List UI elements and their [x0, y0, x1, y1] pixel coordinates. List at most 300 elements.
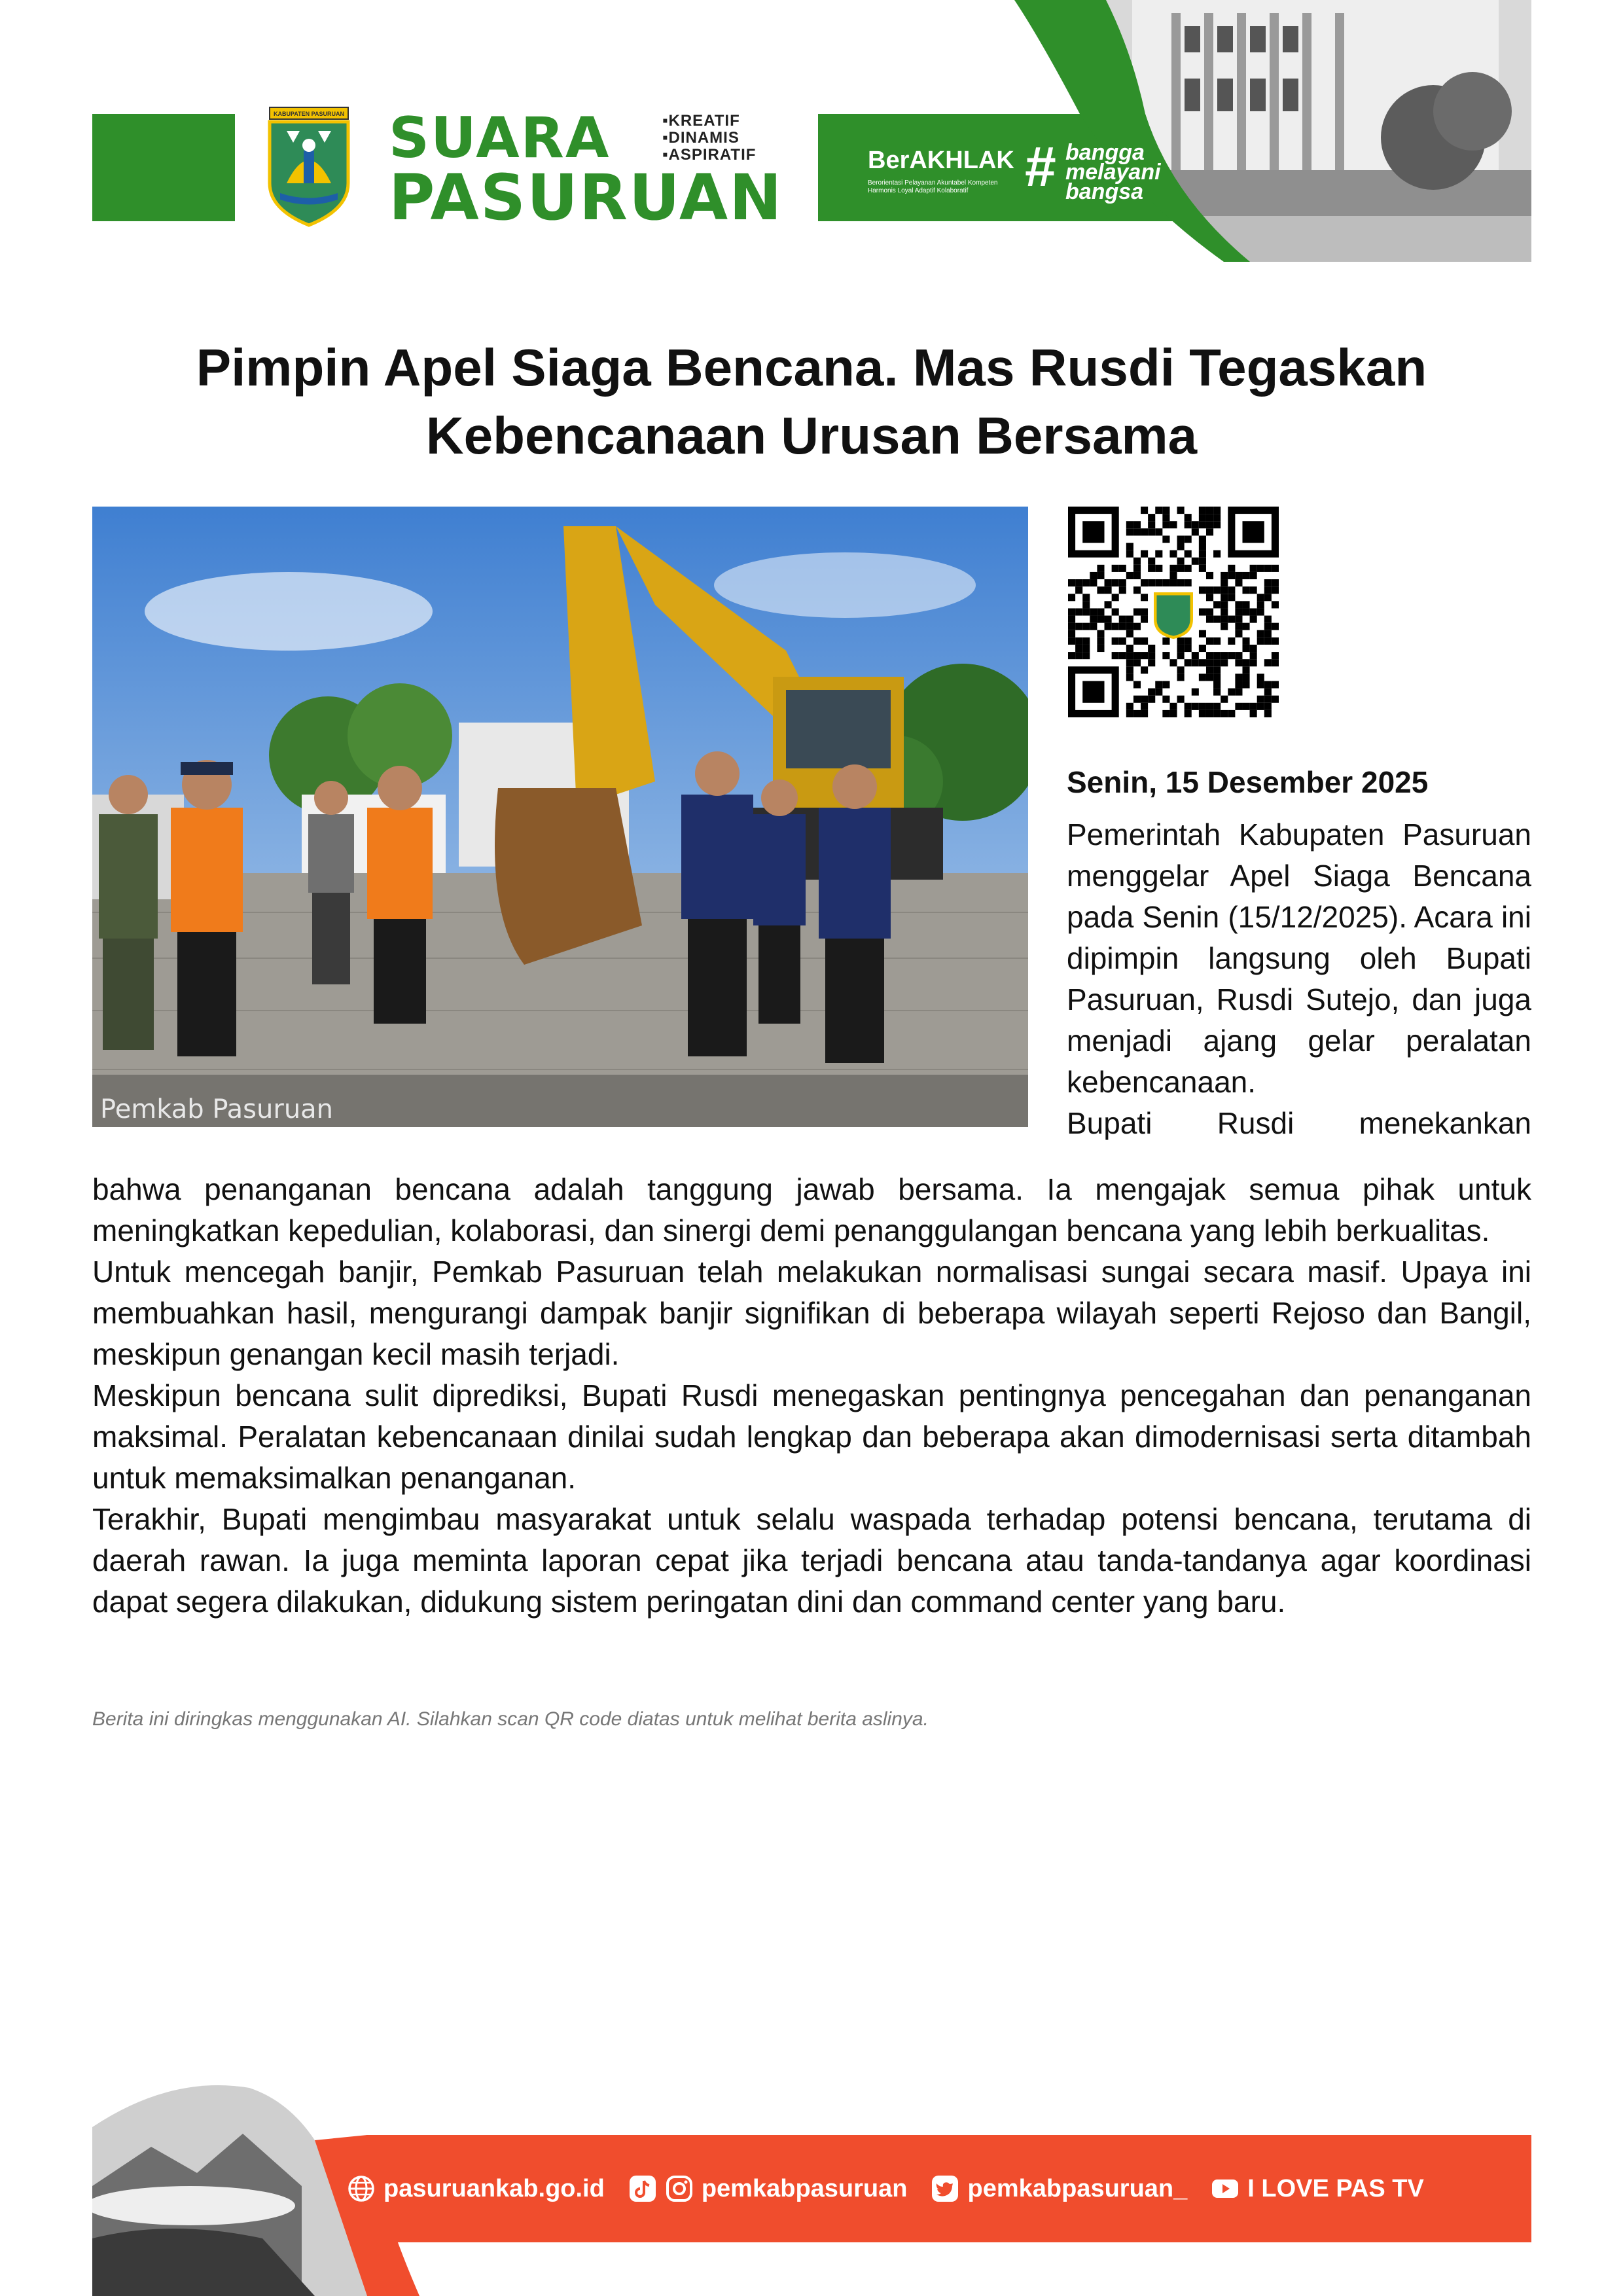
qr-module — [1213, 521, 1221, 528]
qr-module — [1082, 601, 1090, 608]
qr-module — [1235, 659, 1242, 666]
qr-module — [1257, 681, 1264, 688]
qr-module — [1257, 637, 1264, 645]
qr-module — [1126, 645, 1133, 652]
qr-module — [1148, 521, 1155, 528]
qr-module — [1264, 579, 1272, 586]
qr-module — [1199, 521, 1206, 528]
header-building-photo — [1001, 0, 1531, 262]
qr-module — [1250, 710, 1257, 717]
berakhlak-logo: BerAKHLAK — [868, 147, 1014, 174]
qr-module — [1177, 673, 1185, 681]
qr-module — [1169, 550, 1177, 558]
qr-module — [1141, 528, 1148, 535]
qr-module — [1141, 507, 1148, 514]
brand-line-2: PASURUAN — [389, 161, 783, 234]
qr-module — [1177, 565, 1185, 572]
qr-module — [1090, 572, 1097, 579]
qr-module — [1162, 652, 1169, 659]
qr-module — [1235, 608, 1242, 615]
qr-module — [1133, 558, 1141, 565]
qr-module — [1228, 652, 1235, 659]
qr-module — [1242, 645, 1249, 652]
qr-module — [1162, 521, 1169, 528]
qr-module — [1119, 616, 1126, 623]
qr-module — [1199, 558, 1206, 565]
qr-module — [1272, 586, 1279, 594]
qr-module — [1133, 681, 1141, 688]
qr-module — [1257, 608, 1264, 615]
qr-module — [1199, 659, 1206, 666]
website-label: pasuruankab.go.id — [383, 2174, 605, 2202]
qr-module — [1235, 703, 1242, 710]
qr-module — [1272, 565, 1279, 572]
pasuruan-crest-logo — [260, 105, 357, 229]
qr-module — [1119, 565, 1126, 572]
qr-module — [1250, 659, 1257, 666]
bangga-word: bangsa — [1065, 179, 1144, 204]
brand-line-1: SUARA — [389, 105, 611, 171]
qr-module — [1133, 659, 1141, 666]
qr-module — [1126, 572, 1133, 579]
qr-module — [1141, 579, 1148, 586]
qr-module — [1082, 594, 1090, 601]
qr-module — [1185, 710, 1192, 717]
qr-module — [1126, 550, 1133, 558]
qr-module — [1242, 637, 1249, 645]
qr-module — [1206, 659, 1213, 666]
youtube-link[interactable] — [1211, 2174, 1424, 2203]
qr-module — [1185, 535, 1192, 543]
qr-module — [1199, 535, 1206, 543]
qr-module — [1206, 507, 1213, 514]
qr-module — [1206, 572, 1213, 579]
qr-module — [1169, 579, 1177, 586]
qr-module — [1199, 630, 1206, 637]
qr-module — [1075, 608, 1082, 615]
qr-module — [1082, 637, 1090, 645]
qr-module — [1148, 528, 1155, 535]
qr-module — [1199, 673, 1206, 681]
qr-module — [1199, 710, 1206, 717]
qr-module — [1185, 521, 1192, 528]
qr-module — [1250, 645, 1257, 652]
qr-module — [1133, 521, 1141, 528]
tagline-item: ▪ASPIRATIF — [662, 146, 757, 164]
qr-module — [1177, 637, 1185, 645]
qr-module — [1199, 507, 1206, 514]
qr-module — [1264, 710, 1272, 717]
qr-module — [1082, 652, 1090, 659]
qr-module — [1177, 535, 1185, 543]
qr-module — [1242, 572, 1249, 579]
qr-module — [1105, 579, 1112, 586]
qr-module — [1090, 608, 1097, 615]
qr-module — [1126, 543, 1133, 550]
qr-module — [1148, 565, 1155, 572]
qr-module — [1235, 623, 1242, 630]
qr-module — [1213, 550, 1221, 558]
qr-module — [1228, 616, 1235, 623]
qr-module — [1242, 703, 1249, 710]
tagline-item: ▪DINAMIS — [662, 129, 740, 147]
qr-module — [1185, 637, 1192, 645]
qr-module — [1213, 689, 1221, 696]
qr-module — [1221, 586, 1228, 594]
header-left-accent-bar — [92, 114, 235, 221]
qr-module — [1148, 689, 1155, 696]
qr-module — [1235, 601, 1242, 608]
qr-module — [1264, 659, 1272, 666]
qr-module — [1133, 565, 1141, 572]
qr-module — [1126, 528, 1133, 535]
qr-module — [1192, 521, 1199, 528]
qr-module — [1242, 608, 1249, 615]
qr-module — [1235, 652, 1242, 659]
qr-module — [1068, 608, 1075, 615]
qr-module — [1177, 507, 1185, 514]
qr-module — [1141, 666, 1148, 673]
qr-module — [1250, 608, 1257, 615]
qr-module — [1126, 616, 1133, 623]
qr-module — [1272, 659, 1279, 666]
qr-module — [1097, 616, 1104, 623]
qr-module — [1155, 528, 1162, 535]
qr-module — [1272, 696, 1279, 703]
qr-module — [1264, 630, 1272, 637]
qr-module — [1257, 630, 1264, 637]
qr-module — [1242, 586, 1249, 594]
qr-module — [1199, 565, 1206, 572]
qr-module — [1235, 572, 1242, 579]
qr-module — [1221, 579, 1228, 586]
qr-module — [1097, 630, 1104, 637]
qr-module — [1082, 579, 1090, 586]
qr-module — [1148, 659, 1155, 666]
qr-module — [1119, 586, 1126, 594]
qr-module — [1206, 521, 1213, 528]
qr-module — [1177, 579, 1185, 586]
qr-module — [1235, 579, 1242, 586]
qr-module — [1185, 565, 1192, 572]
qr-module — [1272, 681, 1279, 688]
qr-module — [1155, 507, 1162, 514]
twitter-icon — [931, 2174, 959, 2203]
qr-module — [1242, 681, 1249, 688]
tiktok-instagram-label: pemkabpasuruan — [701, 2174, 908, 2202]
paragraph-2-start: Bupati Rusdi menekankan — [1067, 1106, 1531, 1140]
qr-module — [1250, 616, 1257, 623]
qr-module — [1221, 623, 1228, 630]
qr-module — [1272, 623, 1279, 630]
qr-module — [1068, 616, 1075, 623]
qr-module — [1068, 579, 1075, 586]
qr-module — [1206, 608, 1213, 615]
qr-module — [1206, 666, 1213, 673]
qr-module — [1162, 507, 1169, 514]
website-link[interactable] — [347, 2174, 605, 2203]
qr-module — [1264, 623, 1272, 630]
qr-module — [1155, 579, 1162, 586]
qr-module — [1162, 681, 1169, 688]
qr-module — [1148, 652, 1155, 659]
qr-module — [1177, 543, 1185, 550]
qr-module — [1221, 572, 1228, 579]
qr-module — [1141, 710, 1148, 717]
qr-module — [1185, 550, 1192, 558]
qr-module — [1155, 550, 1162, 558]
qr-module — [1082, 608, 1090, 615]
qr-module — [1162, 579, 1169, 586]
qr-module — [1133, 623, 1141, 630]
qr-module — [1206, 586, 1213, 594]
paragraph-3: Untuk mencegah banjir, Pemkab Pasuruan telah melakukan normalisasi sungai secara masif. Upaya ini membuahkan hasil, mengurangi dampak banjir signifikan di beberapa wilayah seperti Rejoso dan Bangil, meskipun genangan kecil masih terjadi. — [92, 1255, 1531, 1371]
qr-module — [1119, 623, 1126, 630]
twitter-label: pemkabpasuruan_ — [967, 2174, 1188, 2202]
qr-module — [1213, 673, 1221, 681]
qr-module — [1257, 594, 1264, 601]
qr-module — [1206, 514, 1213, 521]
instagram-icon — [665, 2174, 694, 2203]
qr-module — [1126, 703, 1133, 710]
article-photo — [92, 507, 1028, 1127]
qr-module — [1213, 637, 1221, 645]
qr-module — [1162, 535, 1169, 543]
qr-module — [1082, 645, 1090, 652]
qr-module — [1228, 586, 1235, 594]
qr-module — [1162, 637, 1169, 645]
qr-module — [1097, 586, 1104, 594]
paragraph-4: Meskipun bencana sulit diprediksi, Bupati Rusdi menegaskan pentingnya pencegahan dan penanganan maksimal. Peralatan kebencanaan dinilai sudah lengkap dan beberapa akan dimodernisasi serta ditambah untuk memaksimalkan penanganan. — [92, 1378, 1531, 1495]
qr-module — [1257, 673, 1264, 681]
qr-module — [1250, 572, 1257, 579]
qr-module — [1133, 608, 1141, 615]
qr-module — [1206, 703, 1213, 710]
qr-module — [1162, 696, 1169, 703]
qr-module — [1257, 601, 1264, 608]
qr-module — [1112, 594, 1119, 601]
qr-module — [1250, 652, 1257, 659]
youtube-icon — [1211, 2174, 1240, 2203]
qr-module — [1177, 652, 1185, 659]
qr-module — [1235, 681, 1242, 688]
qr-module — [1126, 659, 1133, 666]
qr-module — [1155, 689, 1162, 696]
qr-module — [1141, 616, 1148, 623]
qr-module — [1148, 645, 1155, 652]
qr-module — [1213, 681, 1221, 688]
qr-module — [1112, 565, 1119, 572]
qr-module — [1169, 659, 1177, 666]
qr-module — [1133, 586, 1141, 594]
qr-module — [1206, 673, 1213, 681]
qr-module — [1126, 630, 1133, 637]
qr-module — [1235, 689, 1242, 696]
qr-module — [1090, 623, 1097, 630]
qr-module — [1192, 652, 1199, 659]
qr-module — [1185, 514, 1192, 521]
qr-module — [1206, 616, 1213, 623]
qr-module — [1228, 594, 1235, 601]
qr-module — [1148, 558, 1155, 565]
qr-module — [1250, 586, 1257, 594]
qr-module — [1105, 586, 1112, 594]
qr-module — [1177, 558, 1185, 565]
qr-module — [1141, 608, 1148, 615]
qr-module — [1185, 645, 1192, 652]
qr-module — [1221, 601, 1228, 608]
qr-module — [1169, 565, 1177, 572]
qr-module — [1199, 645, 1206, 652]
qr-module — [1097, 565, 1104, 572]
qr-module — [1228, 710, 1235, 717]
qr-module — [1075, 637, 1082, 645]
qr-module — [1162, 710, 1169, 717]
qr-module — [1257, 565, 1264, 572]
article-date: Senin, 15 Desember 2025 — [1067, 765, 1429, 799]
qr-module — [1264, 586, 1272, 594]
qr-module — [1141, 594, 1148, 601]
tiktok-instagram-link[interactable] — [628, 2174, 908, 2203]
qr-module — [1162, 514, 1169, 521]
qr-module — [1221, 594, 1228, 601]
hashtag-icon: # — [1025, 135, 1056, 198]
qr-module — [1235, 616, 1242, 623]
ai-disclaimer: Berita ini diringkas menggunakan AI. Silahkan scan QR code diatas untuk melihat berita aslinya. — [92, 1708, 929, 1730]
twitter-link[interactable] — [931, 2174, 1187, 2203]
qr-module — [1097, 645, 1104, 652]
qr-module — [1148, 579, 1155, 586]
qr-module — [1148, 514, 1155, 521]
qr-module — [1221, 652, 1228, 659]
tiktok-icon — [628, 2174, 657, 2203]
globe-icon — [347, 2174, 376, 2203]
qr-module — [1192, 659, 1199, 666]
tagline-item: ▪KREATIF — [662, 112, 740, 130]
qr-module — [1242, 601, 1249, 608]
footer-social-links — [347, 2135, 1424, 2242]
qr-module — [1242, 673, 1249, 681]
qr-module — [1235, 673, 1242, 681]
qr-module — [1228, 565, 1235, 572]
qr-module — [1213, 514, 1221, 521]
qr-module — [1213, 659, 1221, 666]
qr-module — [1185, 703, 1192, 710]
qr-module — [1075, 623, 1082, 630]
qr-module — [1264, 681, 1272, 688]
qr-module — [1242, 666, 1249, 673]
qr-module — [1169, 710, 1177, 717]
qr-module — [1082, 623, 1090, 630]
qr-module — [1264, 696, 1272, 703]
crest-caption: KABUPATEN PASURUAN — [274, 111, 344, 117]
qr-module — [1199, 586, 1206, 594]
qr-module — [1213, 616, 1221, 623]
qr-module — [1213, 601, 1221, 608]
qr-module — [1213, 586, 1221, 594]
qr-module — [1141, 550, 1148, 558]
qr-module — [1206, 528, 1213, 535]
qr-module — [1177, 666, 1185, 673]
qr-module — [1133, 710, 1141, 717]
qr-module — [1090, 616, 1097, 623]
qr-module — [1242, 623, 1249, 630]
qr-module — [1206, 710, 1213, 717]
qr-module — [1133, 652, 1141, 659]
qr-module — [1228, 637, 1235, 645]
photo-credit: Pemkab Pasuruan — [100, 1094, 334, 1124]
qr-module — [1177, 696, 1185, 703]
qr-module — [1105, 623, 1112, 630]
qr-module — [1272, 652, 1279, 659]
qr-module — [1105, 601, 1112, 608]
qr-module — [1221, 608, 1228, 615]
qr-module — [1257, 696, 1264, 703]
qr-module — [1126, 652, 1133, 659]
qr-module — [1068, 623, 1075, 630]
qr-module — [1075, 652, 1082, 659]
qr-module — [1133, 528, 1141, 535]
qr-module — [1199, 550, 1206, 558]
qr-module — [1126, 666, 1133, 673]
qr-code[interactable] — [1068, 507, 1279, 717]
qr-module — [1192, 528, 1199, 535]
qr-module — [1257, 703, 1264, 710]
qr-module — [1264, 703, 1272, 710]
qr-module — [1192, 689, 1199, 696]
qr-module — [1264, 689, 1272, 696]
qr-module — [1068, 630, 1075, 637]
lead-paragraph-text: Pemerintah Kabupaten Pasuruan menggelar Apel Siaga Bencana pada Senin (15/12/2025). Acara ini dipimpin langsung oleh Bupati Pasuruan, Rusdi Sutejo, dan juga menjadi ajang gelar peralatan kebencanaan. — [1067, 817, 1531, 1099]
article-body — [92, 1169, 1531, 1623]
qr-module — [1112, 608, 1119, 615]
qr-module — [1250, 565, 1257, 572]
qr-module — [1126, 521, 1133, 528]
qr-module — [1155, 565, 1162, 572]
qr-module — [1133, 696, 1141, 703]
qr-module — [1221, 659, 1228, 666]
qr-module — [1097, 637, 1104, 645]
qr-module — [1213, 710, 1221, 717]
qr-module — [1185, 579, 1192, 586]
qr-module — [1264, 637, 1272, 645]
qr-module — [1199, 703, 1206, 710]
qr-module — [1097, 572, 1104, 579]
tagline — [662, 113, 756, 164]
qr-module — [1068, 637, 1075, 645]
qr-module — [1141, 637, 1148, 645]
qr-module — [1264, 565, 1272, 572]
qr-module — [1206, 637, 1213, 645]
qr-module — [1206, 594, 1213, 601]
qr-module — [1272, 637, 1279, 645]
article-lead-paragraph — [1067, 814, 1531, 1144]
qr-module — [1177, 645, 1185, 652]
qr-module — [1068, 594, 1075, 601]
paragraph-2-continuation: bahwa penanganan bencana adalah tanggung jawab bersama. Ia mengajak semua pihak untuk meningkatkan kepedulian, kolaborasi, dan sinergi demi penanggulangan bencana yang lebih berkualitas. — [92, 1172, 1531, 1247]
qr-module — [1192, 558, 1199, 565]
qr-module — [1169, 521, 1177, 528]
qr-module — [1169, 703, 1177, 710]
qr-module — [1112, 623, 1119, 630]
qr-module — [1221, 710, 1228, 717]
qr-module — [1075, 645, 1082, 652]
qr-module — [1112, 637, 1119, 645]
qr-module — [1119, 652, 1126, 659]
berakhlak-subtitle: Berorientasi Pelayanan Akuntabel Kompeten Harmonis Loyal Adaptif Kolaboratif — [868, 179, 998, 194]
qr-module — [1272, 601, 1279, 608]
qr-module — [1272, 579, 1279, 586]
